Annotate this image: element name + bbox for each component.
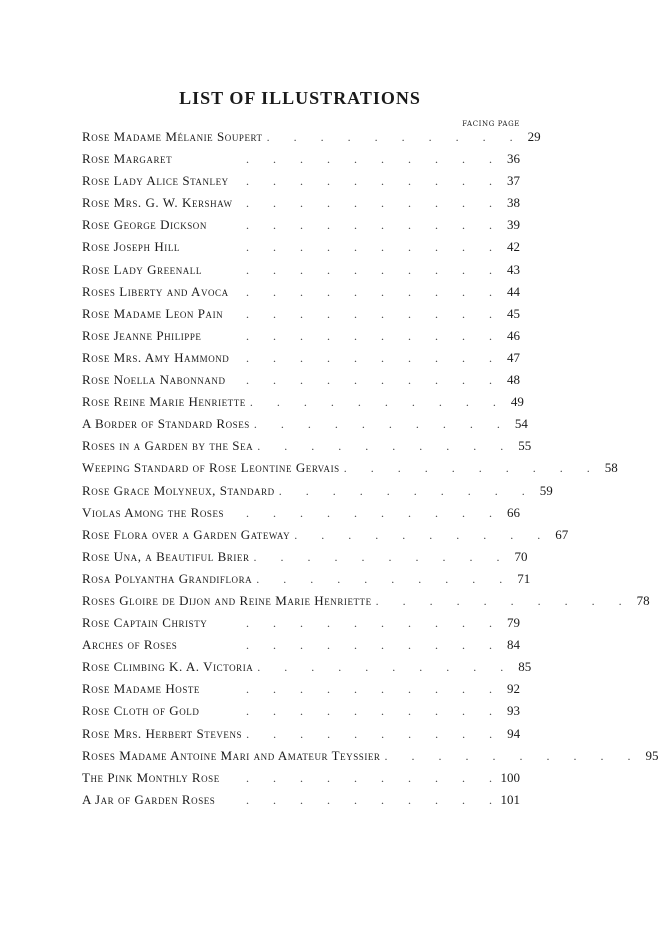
illustration-title: Rose Mrs. G. W. Kershaw (82, 195, 233, 211)
illustration-entry (82, 391, 524, 413)
illustration-title: Roses Madame Antoine Mari and Amateur Teyssier (82, 747, 381, 763)
dot-leader (250, 546, 500, 568)
illustration-title: Violas Among the Roses (82, 504, 225, 520)
dot-leader (215, 789, 492, 811)
illustration-title: Rose Noella Nabonnand (82, 372, 226, 388)
illustration-entry (82, 745, 658, 767)
facing-page-number: 78 (636, 592, 650, 608)
facing-page-number: 92 (507, 681, 520, 697)
dot-leader (275, 480, 525, 502)
illustration-title: The Pink Monthly Rose (82, 769, 220, 785)
facing-page-number: 71 (517, 570, 531, 586)
facing-page-number: 95 (645, 747, 658, 763)
dot-leader (207, 612, 492, 634)
illustration-entry (82, 502, 520, 524)
illustration-entry (82, 634, 520, 656)
dot-leader (224, 502, 492, 524)
illustration-entry (82, 457, 618, 479)
facing-page-number: 43 (507, 261, 520, 277)
facing-page-number: 93 (507, 703, 520, 719)
dot-leader (199, 700, 492, 722)
illustration-entry (82, 214, 520, 236)
illustration-entry (82, 236, 520, 258)
facing-page-number: 38 (507, 195, 520, 211)
illustration-title: Rose Madame Mélanie Soupert (82, 129, 263, 144)
facing-page-number: 42 (507, 239, 520, 255)
illustration-entry (82, 656, 532, 678)
illustration-entry (82, 568, 531, 590)
illustration-entry (82, 590, 650, 612)
illustration-title: Rose Mrs. Herbert Stevens (82, 725, 243, 741)
facing-page-number: 100 (500, 769, 520, 785)
illustration-title: A Jar of Garden Roses (82, 791, 216, 807)
facing-page-number: 70 (514, 548, 528, 564)
illustration-title: Roses in a Garden by the Sea (82, 438, 254, 454)
illustration-title: Rose Mrs. Amy Hammond (82, 349, 230, 365)
illustration-title: Rose Cloth of Gold (82, 703, 200, 719)
dot-leader (290, 524, 540, 546)
illustration-entry (82, 347, 520, 369)
facing-page-number: 46 (507, 327, 520, 343)
illustration-entry (82, 789, 520, 811)
dot-leader (180, 236, 492, 258)
dot-leader (229, 170, 492, 192)
dot-leader (207, 214, 492, 236)
dot-leader (229, 281, 492, 303)
illustration-entry (82, 369, 520, 391)
illustration-entry (82, 480, 553, 502)
facing-page-number: 85 (518, 659, 532, 675)
illustration-entry (82, 303, 520, 325)
illustration-title: Rose Margaret (82, 151, 173, 167)
illustration-title: Rose Reine Marie Henriette (82, 394, 246, 410)
illustration-entry (82, 678, 520, 700)
illustration-title: Roses Liberty and Avoca (82, 283, 229, 299)
illustration-entry (82, 435, 532, 457)
dot-leader (246, 391, 496, 413)
facing-page-number: 66 (507, 504, 520, 520)
facing-page-number: 55 (518, 438, 532, 454)
illustration-entry (82, 767, 520, 789)
facing-page-number: 84 (507, 637, 520, 653)
illustration-title: Roses Gloire de Dijon and Reine Marie Henriette (82, 592, 372, 608)
facing-page-number: 36 (507, 151, 520, 167)
dot-leader (172, 148, 492, 170)
facing-page-number: 58 (604, 460, 618, 476)
dot-leader (372, 590, 622, 612)
dot-leader (177, 634, 492, 656)
illustration-entry (82, 524, 569, 546)
facing-page-number: 94 (507, 725, 521, 741)
dot-leader (250, 413, 500, 435)
illustration-title: Rose Grace Molyneux, Standard (82, 482, 275, 498)
dot-leader (263, 126, 513, 148)
dot-leader (229, 347, 492, 369)
facing-page-number: 47 (507, 349, 520, 365)
illustration-entry (82, 170, 520, 192)
illustration-entry (82, 148, 520, 170)
illustration-title: Rose George Dickson (82, 217, 207, 233)
illustration-title: Rose Una, a Beautiful Brier (82, 548, 250, 564)
facing-page-number: 101 (500, 791, 520, 807)
facing-page-number: 44 (507, 283, 520, 299)
illustration-entry (82, 700, 520, 722)
illustration-title: Weeping Standard of Rose Leontine Gervais (82, 460, 340, 476)
facing-page-number: 79 (507, 615, 520, 631)
illustration-title: Rose Lady Alice Stanley (82, 173, 229, 189)
illustration-title: Rose Flora over a Garden Gateway (82, 526, 291, 542)
illustration-title: Rosa Polyantha Grandiflora (82, 570, 253, 586)
dot-leader (200, 678, 492, 700)
dot-leader (220, 767, 492, 789)
facing-page-number: 59 (539, 482, 553, 498)
facing-page-number: 54 (514, 416, 528, 432)
facing-page-column-label: FACING PAGE (462, 120, 520, 128)
illustration-entry (82, 259, 520, 281)
facing-page-number: 29 (527, 129, 541, 144)
dot-leader (202, 259, 492, 281)
illustration-entry (82, 546, 528, 568)
illustrations-list (82, 126, 658, 811)
illustration-entry (82, 126, 541, 148)
dot-leader (201, 325, 492, 347)
illustration-title: Rose Climbing K. A. Victoria (82, 659, 254, 675)
dot-leader (233, 192, 492, 214)
dot-leader (340, 457, 590, 479)
illustration-title: Rose Jeanne Philippe (82, 327, 202, 343)
facing-page-number: 67 (555, 526, 569, 542)
illustration-title: Rose Joseph Hill (82, 239, 180, 255)
dot-leader (380, 745, 630, 767)
dot-leader (252, 568, 502, 590)
dot-leader (253, 656, 503, 678)
dot-leader (242, 723, 492, 745)
facing-page-number: 37 (507, 173, 520, 189)
facing-page-number: 39 (507, 217, 520, 233)
illustration-title: Rose Madame Leon Pain (82, 305, 224, 321)
illustration-entry (82, 281, 520, 303)
page-title: LIST OF ILLUSTRATIONS (179, 88, 421, 108)
illustration-entry (82, 325, 520, 347)
facing-page-number: 49 (510, 394, 524, 410)
illustration-entry (82, 413, 528, 435)
illustration-title: Rose Captain Christy (82, 615, 208, 631)
illustration-entry (82, 612, 520, 634)
dot-leader (223, 303, 492, 325)
facing-page-number: 45 (507, 305, 520, 321)
illustration-title: Rose Madame Hoste (82, 681, 200, 697)
illustration-title: A Border of Standard Roses (82, 416, 250, 432)
illustration-title: Rose Lady Greenall (82, 261, 202, 277)
dot-leader (226, 369, 493, 391)
illustration-entry (82, 192, 520, 214)
dot-leader (253, 435, 503, 457)
illustration-title: Arches of Roses (82, 637, 178, 653)
facing-page-number: 48 (507, 372, 520, 388)
illustration-entry (82, 723, 520, 745)
